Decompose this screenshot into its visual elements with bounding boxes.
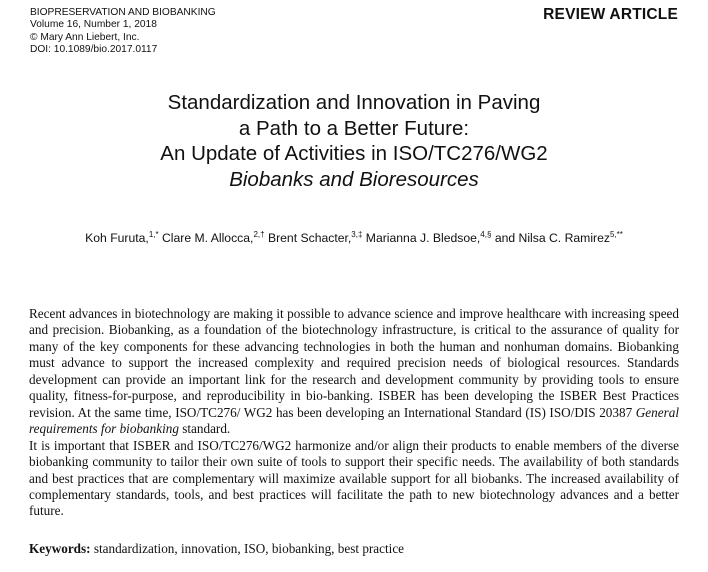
author-name: Marianna J. Bledsoe, [365,231,481,245]
article-type-label: REVIEW ARTICLE [543,6,678,23]
author-affiliation: 1,* [148,230,159,239]
author-affiliation: 5,** [609,230,623,239]
title-line-4: Biobanks and Bioresources [229,167,479,191]
abstract [29,306,679,520]
author-affiliation: 2,† [253,230,265,239]
article-title [0,90,708,192]
journal-header [30,7,216,57]
abstract-paragraph-1 [29,306,679,438]
author-name: Clare M. Allocca, [162,231,254,245]
author-name: Koh Furuta, [85,231,149,245]
standard-title-italic: General requirements for biobanking [29,404,679,437]
keywords-label: Keywords: [29,541,91,556]
author-name: Brent Schacter, [267,231,352,245]
abstract-text: Recent advances in biotechnology are making it possible to advance science and improve healthcare with increasing speed and precision. Biobanking, as a foundation of the biotechnology infrastructure, is critical to the assurance of quality for many of the key components for these advancing technologies in both the human and nonhuman domains. Biobanking must advance to support the increased complexity and required precision needs of biological resources. Standards development can provide an important link for the research and development community by providing tools to ensure quality, fitness-for-purpose, and reproducibility in bio-banking. ISBER has been developing the ISBER Best Practices revision. At the same time, ISO/TC276/ WG2 has been developing an International Standard (IS) ISO/DIS 20387 [29,306,679,420]
abstract-paragraph-2: It is important that ISBER and ISO/TC276/WG2 harmonize and/or align their products to enable members of the diverse biobanking community to tailor their own suite of tools to support their specific needs. The availability of both standards and best practices that are complementary will maximize available support for all biobanks. The increased availability of complementary standards, tools, and best practices will facilitate the path to new biotechnology advances and a better future. [29,437,679,519]
title-line-2: a Path to a Better Future: [238,116,470,140]
author-name: and Nilsa C. Ramirez [494,231,610,245]
title-line-1: Standardization and Innovation in Paving [167,91,541,114]
author-list [0,231,708,245]
keywords-value: standardization, innovation, ISO, biobanking, best practice [90,541,405,556]
abstract-text: standard. [178,421,231,437]
author-affiliation: 3,‡ [351,230,363,239]
journal-name: BIOPRESERVATION AND BIOBANKING [30,7,216,18]
keywords [29,541,404,557]
author-affiliation: 4,§ [480,230,492,239]
journal-volume: Volume 16, Number 1, 2018 [30,19,157,31]
title-line-3: An Update of Activities in ISO/TC276/WG2 [160,142,548,165]
journal-doi: DOI: 10.1089/bio.2017.0117 [30,44,158,56]
journal-copyright: © Mary Ann Liebert, Inc. [30,31,140,43]
